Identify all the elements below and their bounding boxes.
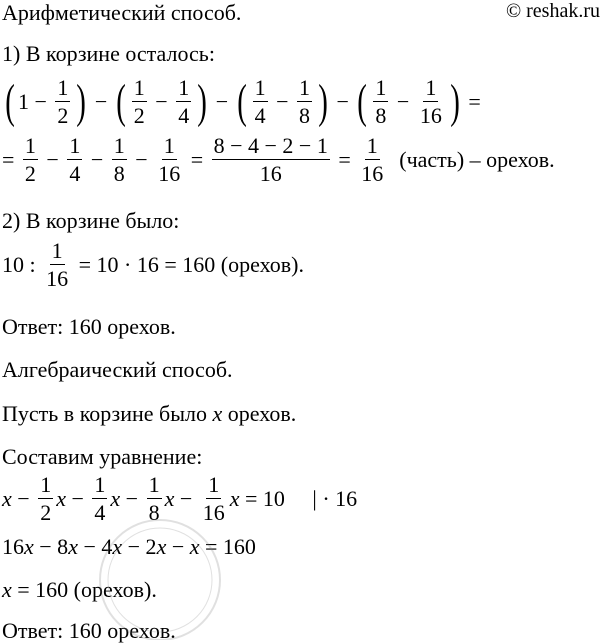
denominator: 16: [259, 161, 282, 186]
numerator: 1: [366, 133, 378, 158]
denominator: 16: [419, 103, 442, 128]
math-text: 10 :: [2, 252, 42, 277]
answer-1: Ответ: 160 орехов.: [2, 314, 176, 339]
math-text: = 160 (орехов).: [11, 577, 157, 602]
math-text: 16: [2, 534, 24, 559]
denominator: 4: [69, 161, 81, 186]
math-text: − 4: [77, 534, 113, 559]
left-paren: (: [116, 75, 126, 128]
math-text: Пусть в корзине было: [2, 401, 213, 426]
math-text: −: [65, 486, 90, 511]
denominator: 2: [24, 161, 36, 186]
left-paren: (: [236, 75, 247, 128]
right-paren: ): [197, 75, 208, 128]
step2-label: 2) В корзине было:: [2, 208, 180, 233]
math-text: −: [11, 486, 36, 511]
equation-1: [2, 77, 481, 127]
math-text: −: [149, 89, 174, 114]
denominator: 8: [299, 103, 311, 128]
fraction: [132, 77, 147, 127]
equation-4: [2, 474, 357, 524]
math-text: −: [270, 89, 295, 114]
denominator: 4: [94, 500, 106, 525]
numerator: 1: [425, 75, 437, 100]
fraction: [38, 474, 53, 524]
denominator: 4: [254, 103, 266, 128]
math-text: = 160: [199, 534, 256, 559]
math-variable: x: [68, 534, 78, 559]
math-text: 1 −: [17, 89, 53, 114]
numerator: 1: [51, 238, 63, 263]
numerator: 8 − 4 − 2 − 1: [213, 133, 328, 158]
math-text: = 10 | · 16: [239, 486, 358, 511]
math-variable: x: [24, 534, 34, 559]
numerator: 1: [148, 472, 160, 497]
numerator: 1: [94, 472, 106, 497]
numerator: 1: [113, 133, 125, 158]
numerator: 1: [69, 133, 81, 158]
fraction: [297, 77, 312, 127]
math-text: =: [185, 147, 209, 172]
math-text: =: [2, 147, 20, 172]
numerator: 1: [299, 75, 311, 100]
math-text: − 8: [33, 534, 69, 559]
fraction: [92, 474, 107, 524]
math-text: орехов.: [222, 401, 297, 426]
left-paren: (: [357, 75, 368, 128]
numerator: 1: [57, 75, 69, 100]
fraction: [23, 135, 38, 185]
math-variable: x: [156, 534, 167, 559]
denominator: 2: [40, 500, 52, 525]
fraction: [147, 474, 162, 524]
numerator: 1: [375, 75, 387, 100]
equation-2: [2, 135, 555, 185]
fraction: [201, 474, 227, 524]
denominator: 8: [148, 500, 160, 525]
fraction: [176, 77, 191, 127]
compose-equation-label: Составим уравнение:: [2, 444, 203, 469]
fraction: [112, 135, 127, 185]
denominator: 8: [113, 161, 125, 186]
numerator: 1: [254, 75, 266, 100]
math-variable: x: [112, 534, 123, 559]
math-variable: x: [212, 401, 223, 426]
fraction: [67, 135, 82, 185]
fraction: [212, 135, 330, 185]
math-variable: x: [110, 486, 121, 511]
equation-3: [2, 240, 304, 290]
fraction: [44, 240, 70, 290]
math-variable: x: [164, 486, 175, 511]
denominator: 16: [46, 266, 69, 291]
right-paren: ): [318, 75, 328, 128]
numerator: 1: [40, 472, 52, 497]
math-text: (часть) – орехов.: [388, 147, 555, 172]
math-text: =: [332, 147, 357, 172]
step1-label: 1) В корзине осталось:: [2, 41, 215, 66]
answer-2: Ответ: 160 орехов.: [2, 618, 176, 643]
denominator: 16: [361, 161, 384, 186]
math-text: =: [462, 89, 481, 114]
math-text: −: [120, 486, 144, 511]
numerator: 1: [24, 133, 36, 158]
fraction: [418, 77, 444, 127]
right-paren: ): [450, 75, 460, 128]
math-variable: x: [56, 486, 66, 511]
watermark: © reshak.ru: [505, 0, 600, 22]
math-text: −: [166, 534, 190, 559]
right-paren: ): [76, 75, 87, 128]
math-text: −: [331, 89, 355, 114]
math-text: −: [129, 147, 154, 172]
math-text: −: [391, 89, 415, 114]
numerator: 1: [163, 133, 175, 158]
math-variable: x: [229, 486, 240, 511]
section-title-arithmetic: Арифметический способ.: [2, 0, 242, 25]
denominator: 2: [133, 103, 145, 128]
math-variable: x: [2, 577, 12, 602]
math-text: − 2: [122, 534, 157, 559]
denominator: 4: [178, 103, 190, 128]
numerator: 1: [178, 75, 190, 100]
math-text: −: [40, 147, 65, 172]
math-variable: x: [2, 486, 12, 511]
numerator: 1: [133, 75, 145, 100]
denominator: 16: [158, 161, 181, 186]
let-statement: [2, 401, 296, 427]
fraction: [55, 77, 70, 127]
fraction: [373, 77, 388, 127]
denominator: 2: [57, 103, 69, 128]
equation-5: [2, 534, 256, 560]
equation-6: [2, 577, 157, 603]
math-variable: x: [189, 534, 200, 559]
math-text: −: [174, 486, 198, 511]
left-paren: (: [5, 75, 15, 128]
math-text: −: [210, 89, 234, 114]
denominator: 8: [375, 103, 387, 128]
math-text: −: [89, 89, 113, 114]
denominator: 16: [202, 500, 225, 525]
math-text: = 10 · 16 = 160 (орехов).: [73, 252, 304, 277]
section-title-algebraic: Алгебраический способ.: [2, 357, 233, 382]
numerator: 1: [208, 472, 220, 497]
fraction: [253, 77, 268, 127]
fraction: [359, 135, 385, 185]
math-text: −: [85, 147, 109, 172]
fraction: [156, 135, 182, 185]
